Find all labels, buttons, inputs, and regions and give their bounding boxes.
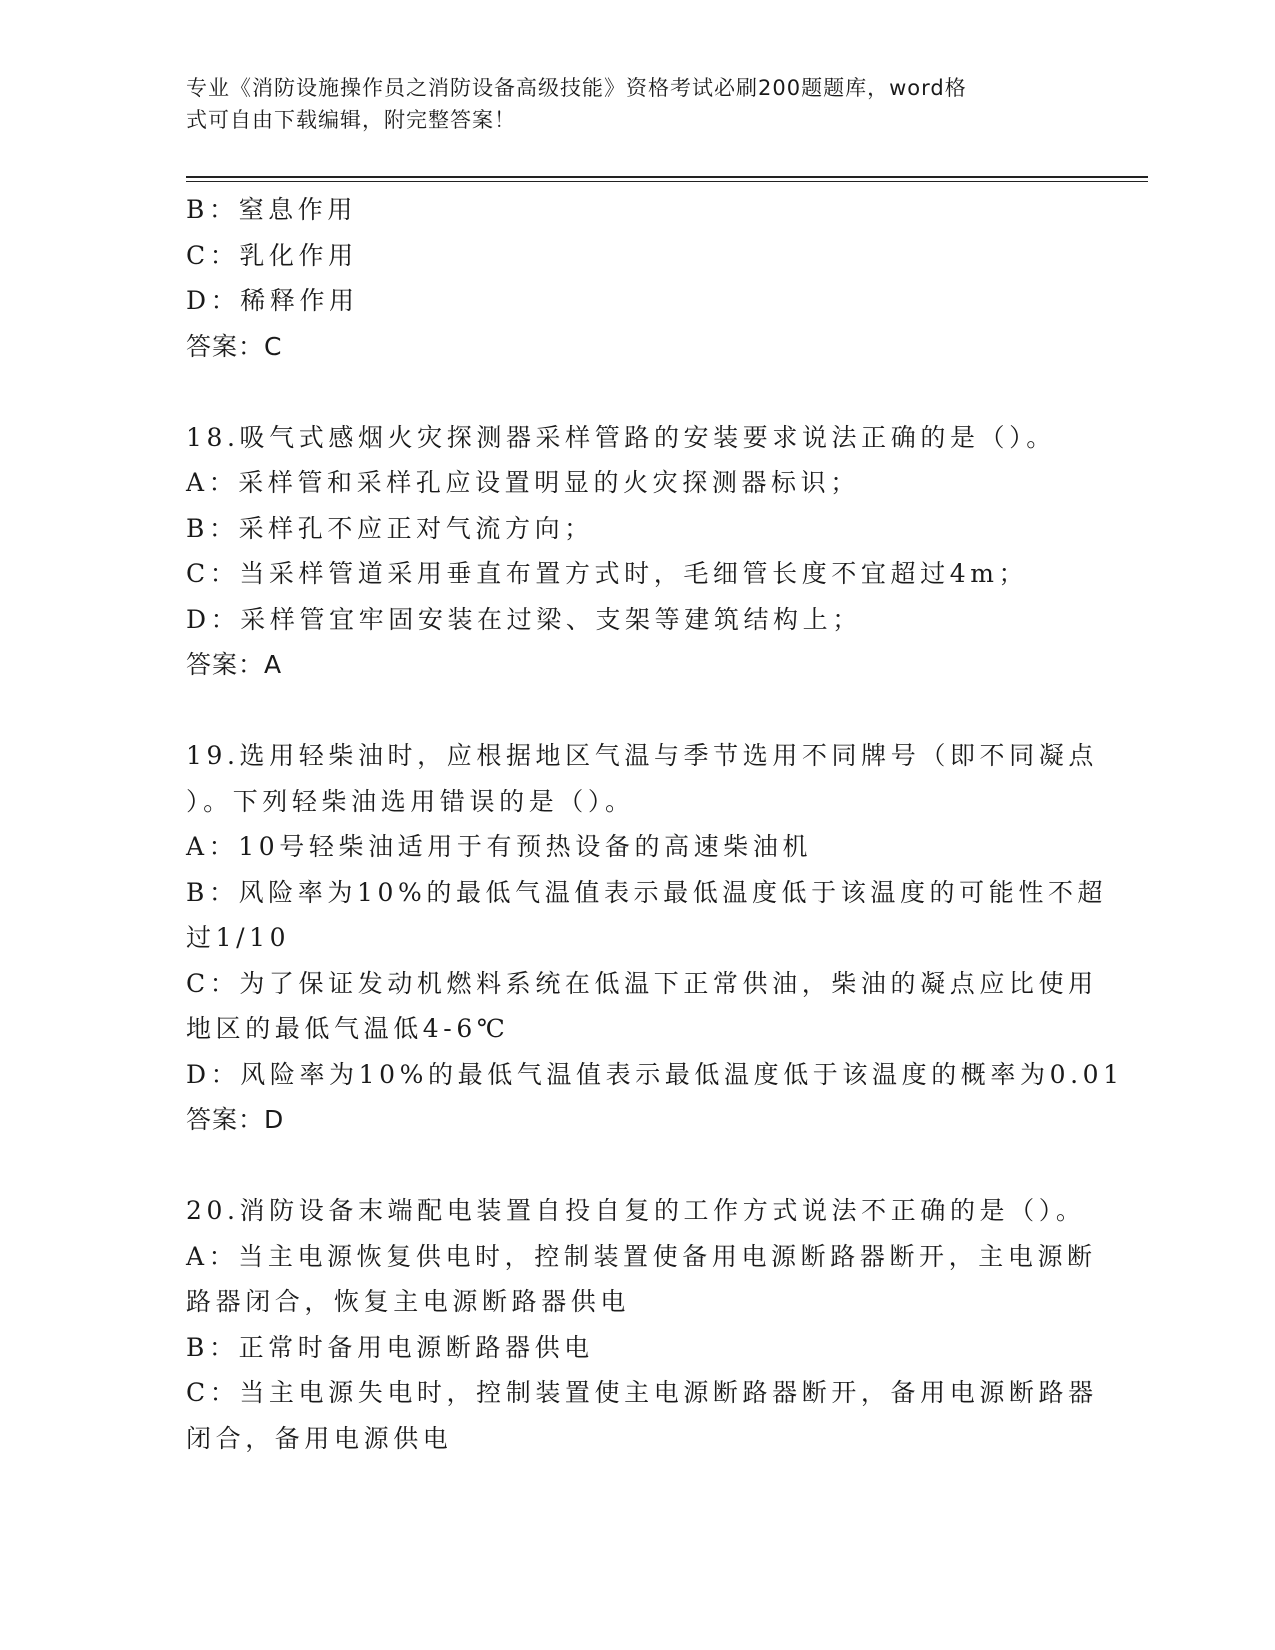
q19-option-a: A：10号轻柴油适用于有预热设备的高速柴油机	[186, 832, 813, 861]
q18-option-d: D：采样管宜牢固安装在过梁、支架等建筑结构上；	[186, 604, 862, 634]
document-body	[186, 187, 1124, 1461]
header-line-1: 专业《消防设施操作员之消防设备高级技能》资格考试必刷200题题库，word格	[186, 76, 967, 100]
q18-option-a: A：采样管和采样孔应设置明显的火灾探测器标识；	[186, 468, 860, 497]
q17-option-c: C：乳化作用	[186, 240, 358, 270]
question-19	[186, 733, 1124, 1143]
question-18	[186, 415, 1086, 688]
q19-option-c-line-2: 地区的最低气温低4-6℃	[186, 1014, 510, 1043]
header-line-2: 式可自由下载编辑，附完整答案！	[186, 108, 516, 132]
q20-stem: 20.消防设备末端配电装置自投自复的工作方式说法不正确的是（）。	[186, 1196, 1086, 1225]
q20-option-c-line-2: 闭合，备用电源供电	[186, 1423, 453, 1453]
question-17	[186, 187, 1086, 369]
q18-stem: 18.吸气式感烟火灾探测器采样管路的安装要求说法正确的是（）。	[186, 422, 1056, 452]
header-divider-thin	[186, 181, 1148, 182]
document-header	[186, 72, 1066, 136]
q17-answer: 答案：C	[186, 331, 283, 361]
spacer	[186, 369, 1086, 415]
q19-option-b-line-2: 过1/10	[186, 923, 291, 952]
spacer	[186, 1143, 1086, 1189]
q20-option-a-line-2: 路器闭合，恢复主电源断路器供电	[186, 1287, 631, 1316]
q18-answer: 答案：A	[186, 650, 283, 679]
q19-option-d: D：风险率为10%的最低气温值表示最低温度低于该温度的概率为0.01	[186, 1059, 1124, 1089]
q20-option-a-line-1: A：当主电源恢复供电时，控制装置使备用电源断路器断开，主电源断	[186, 1241, 1097, 1271]
q19-option-c-line-1: C：为了保证发动机燃料系统在低温下正常供油，柴油的凝点应比使用	[186, 968, 1098, 998]
q20-option-c-line-1: C：当主电源失电时，控制装置使主电源断路器断开，备用电源断路器	[186, 1378, 1098, 1407]
q17-option-b: B：窒息作用	[186, 195, 357, 224]
q17-option-d: D：稀释作用	[186, 286, 359, 315]
spacer	[186, 688, 1086, 734]
q19-answer: 答案：D	[186, 1105, 285, 1134]
question-20	[186, 1188, 1098, 1461]
q19-stem-line-1: 19.选用轻柴油时，应根据地区气温与季节选用不同牌号（即不同凝点	[186, 741, 1098, 770]
q18-option-c: C：当采样管道采用垂直布置方式时，毛细管长度不宜超过4m；	[186, 559, 1029, 588]
q19-stem-line-2: ）。下列轻柴油选用错误的是（）。	[186, 786, 635, 816]
header-divider-thick	[186, 176, 1148, 178]
q19-option-b-line-1: B：风险率为10%的最低气温值表示最低温度低于该温度的可能性不超	[186, 877, 1108, 907]
q18-option-b: B：采样孔不应正对气流方向；	[186, 513, 594, 543]
q20-option-b: B：正常时备用电源断路器供电	[186, 1332, 594, 1362]
